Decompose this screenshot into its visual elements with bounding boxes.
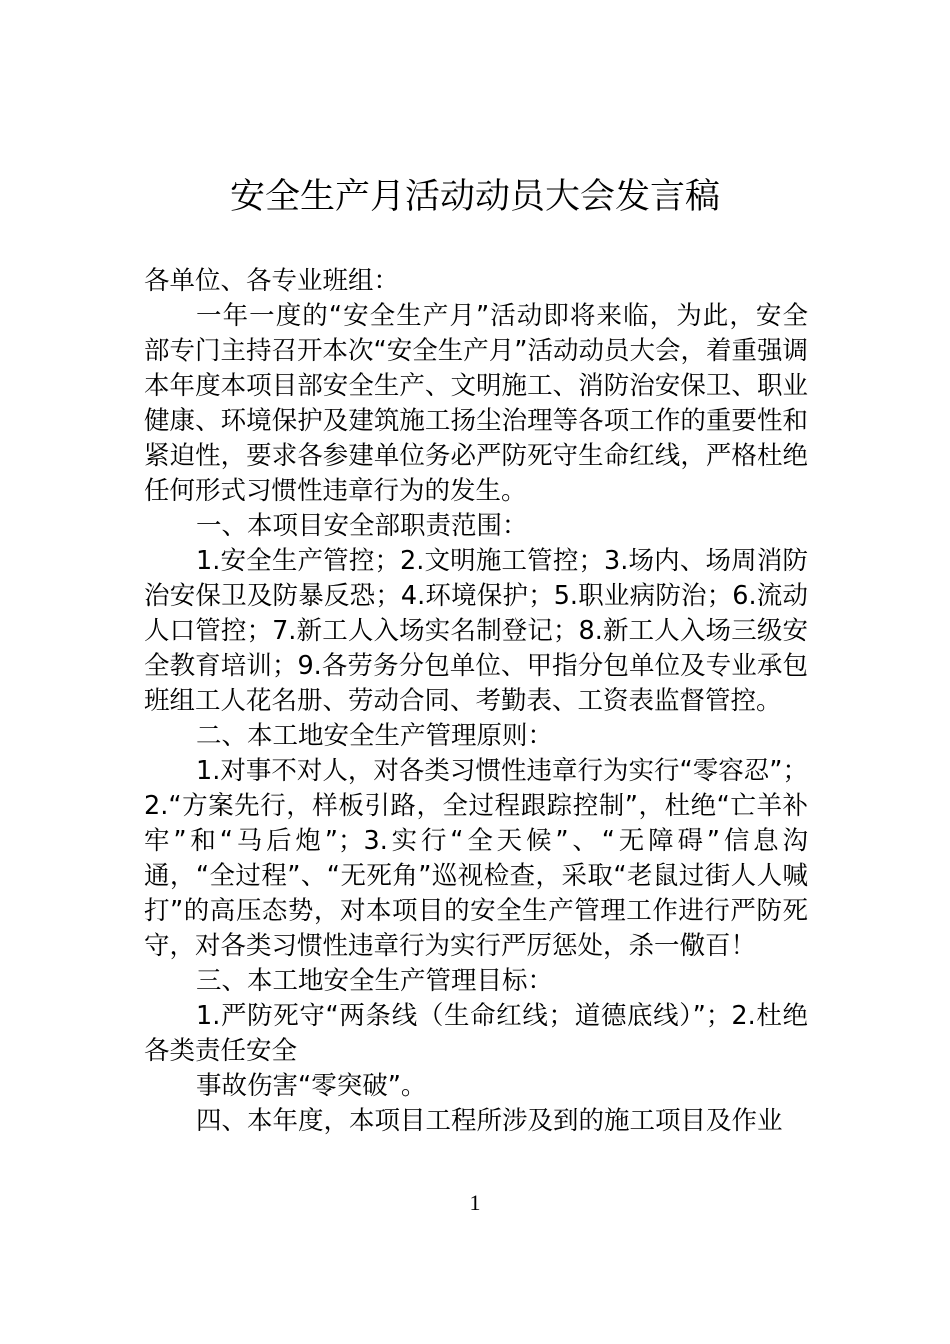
section-heading-1: 一、本项目安全部职责范围： bbox=[196, 511, 528, 541]
paragraph-principles: 1.对事不对人，对各类习惯性违章行为实行“零容忍”；2.“方案先行，样板引路，全过程跟踪控制”，杜绝“亡羊补牢”和“马后炮”；3.实行“全天候”、“无障碍”信息沟通，“全过程”、“无死角”巡视检查，采取“老鼠过街人人喊打”的高压态势，对本项目的安全生产管理工作进行严防死守，对各类习惯性违章行为实行严厉惩处，杀一儆百！ bbox=[144, 756, 808, 961]
page-number: 1 bbox=[469, 1190, 481, 1215]
salutation: 各单位、各专业班组： bbox=[144, 266, 400, 296]
paragraph-goals-continued: 事故伤害“零突破”。 bbox=[196, 1071, 427, 1101]
paragraph-responsibilities: 1.安全生产管控；2.文明施工管控；3.场内、场周消防治安保卫及防暴反恐；4.环境保护；5.职业病防治；6.流动人口管控；7.新工人入场实名制登记；8.新工人入场三级安全教育培训；9.各劳务分包单位、甲指分包单位及专业承包班组工人花名册、劳动合同、考勤表、工资表监督管控。 bbox=[144, 546, 808, 716]
section-heading-4: 四、本年度，本项目工程所涉及到的施工项目及作业 bbox=[196, 1106, 783, 1136]
paragraph-goals: 1.严防死守“两条线（生命红线；道德底线）”；2.杜绝各类责任安全 bbox=[144, 1001, 808, 1066]
section-heading-2: 二、本工地安全生产管理原则： bbox=[196, 721, 554, 751]
section-heading-3: 三、本工地安全生产管理目标： bbox=[196, 966, 554, 996]
document-body bbox=[144, 264, 808, 1139]
paragraph-intro: 一年一度的“安全生产月”活动即将来临，为此，安全部专门主持召开本次“安全生产月”活动动员大会，着重强调本年度本项目部安全生产、文明施工、消防治安保卫、职业健康、环境保护及建筑施工扬尘治理等各项工作的重要性和紧迫性，要求各参建单位务必严防死守生命红线，严格杜绝任何形式习惯性违章行为的发生。 bbox=[144, 301, 808, 506]
document-title: 安全生产月活动动员大会发言稿 bbox=[229, 177, 720, 217]
